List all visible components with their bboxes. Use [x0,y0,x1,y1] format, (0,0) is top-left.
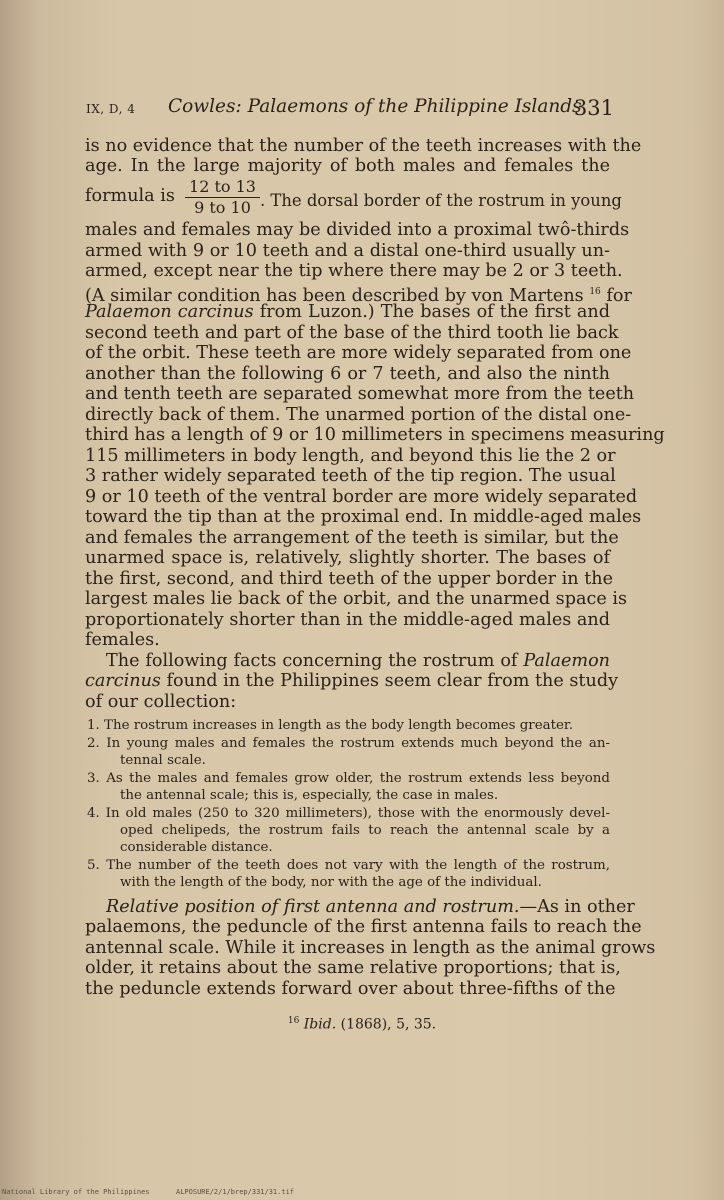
running-title: Cowles: Palaemons of the Philippine Islands [168,96,582,117]
species-name: carcinus [85,671,161,691]
page-number: 331 [573,96,614,120]
text-segment: found in the Philippines seem clear from the study [166,671,619,691]
teeth-formula-fraction [185,178,260,217]
footnote [0,1016,724,1033]
text-line: second teeth and part of the base of the third tooth lie back [85,323,619,343]
fraction-denominator: 9 to 10 [194,198,251,217]
text-line: unarmed space is, relatively, slightly shorter. The bases of [85,548,610,568]
text-line: palaemons, the peduncle of the first antenna fails to reach the [85,917,642,937]
text-line: directly back of them. The unarmed portion of the distal one- [85,405,632,425]
list-item: 5. The number of the teeth does not vary with the length of the rostrum, [87,858,610,873]
text-line: older, it retains about the same relative proportions; that is, [85,958,621,978]
text-line: third has a length of 9 or 10 millimeters in specimens measuring [85,425,665,445]
species-name: Palaemon [523,651,610,671]
list-item-continuation: tennal scale. [120,753,206,768]
text-line: and females the arrangement of the teeth is similar, but the [85,528,619,548]
list-item-continuation: with the length of the body, nor with the age of the individual. [120,875,542,890]
running-header [86,96,614,122]
list-item-continuation: considerable distance. [120,840,273,855]
footnote-number: 16 [287,1016,300,1026]
text-line: is no evidence that the number of the teeth increases with the [85,136,642,156]
text-line [85,301,610,323]
list-item: 4. In old males (250 to 320 millimeters), those with the enormously devel- [87,806,610,821]
list-item-continuation: oped chelipeds, the rostrum fails to reach the antennal scale by a [120,823,610,838]
list-item: 1. The rostrum increases in length as the body length becomes greater. [87,718,574,733]
text-line [106,650,610,672]
text-line: . The dorsal border of the rostrum in young [260,191,622,210]
text-line: females. [85,630,160,650]
text-line: proportionately shorter than in the middle-aged males and [85,610,610,630]
footnote-ref: 16 [589,287,601,297]
text-segment: from Luzon.) The bases of the first and [259,302,611,322]
footnote-source: Ibid. [303,1016,337,1033]
formula-prefix: formula is [85,186,175,206]
fraction-numerator: 12 to 13 [189,177,256,196]
text-line: largest males lie back of the orbit, and the unarmed space is [85,589,627,609]
text-line: and tenth teeth are separated somewhat more from the teeth [85,384,635,404]
footnote-detail: (1868), 5, 35. [340,1016,437,1033]
text-line: of our collection: [85,692,237,712]
section-heading: Relative position of first antenna and rostrum. [106,897,520,917]
text-line: armed with 9 or 10 teeth and a distal one-third usually un- [85,241,610,261]
text-line: the peduncle extends forward over about three-fifths of the [85,979,616,999]
text-line: males and females may be divided into a proximal twô-thirds [85,220,630,240]
list-item: 3. As the males and females grow older, the rostrum extends less beyond [87,771,610,786]
scan-filename: ALPOSURE/2/1/brep/331/31.tif [176,1188,295,1196]
text-line: toward the tip than at the proximal end. In middle-aged males [85,507,642,527]
list-item-continuation: the antennal scale; this is, especially, the case in males. [120,788,499,803]
text-segment: for [606,285,632,306]
library-credit: National Library of the Philippines [2,1188,150,1196]
text-segment: The following facts concerning the rostrum of [106,651,518,671]
text-line: of the orbit. These teeth are more widely separated from one [85,343,632,363]
text-line: the first, second, and third teeth of the upper border in the [85,569,614,589]
text-line [106,896,635,918]
text-segment: (A similar condition has been described by von Martens [85,285,584,306]
text-line: 115 millimeters in body length, and beyond this lie the 2 or [85,446,616,466]
text-segment: —As in other [519,897,635,917]
scan-metadata-strip [0,1184,724,1200]
text-line [85,670,619,692]
species-name: Palaemon carcinus [85,302,254,322]
volume-label: IX, D, 4 [86,102,136,116]
text-line: armed, except near the tip where there may be 2 or 3 teeth. [85,261,623,281]
text-line: another than the following 6 or 7 teeth, and also the ninth [85,364,610,384]
text-line: antennal scale. While it increases in length as the animal grows [85,938,656,958]
list-item: 2. In young males and females the rostrum extends much beyond the an- [87,736,610,751]
text-line: 3 rather widely separated teeth of the tip region. The usual [85,466,616,486]
text-line: age. In the large majority of both males and females the [85,156,610,176]
text-line: 9 or 10 teeth of the ventral border are more widely separated [85,487,638,507]
